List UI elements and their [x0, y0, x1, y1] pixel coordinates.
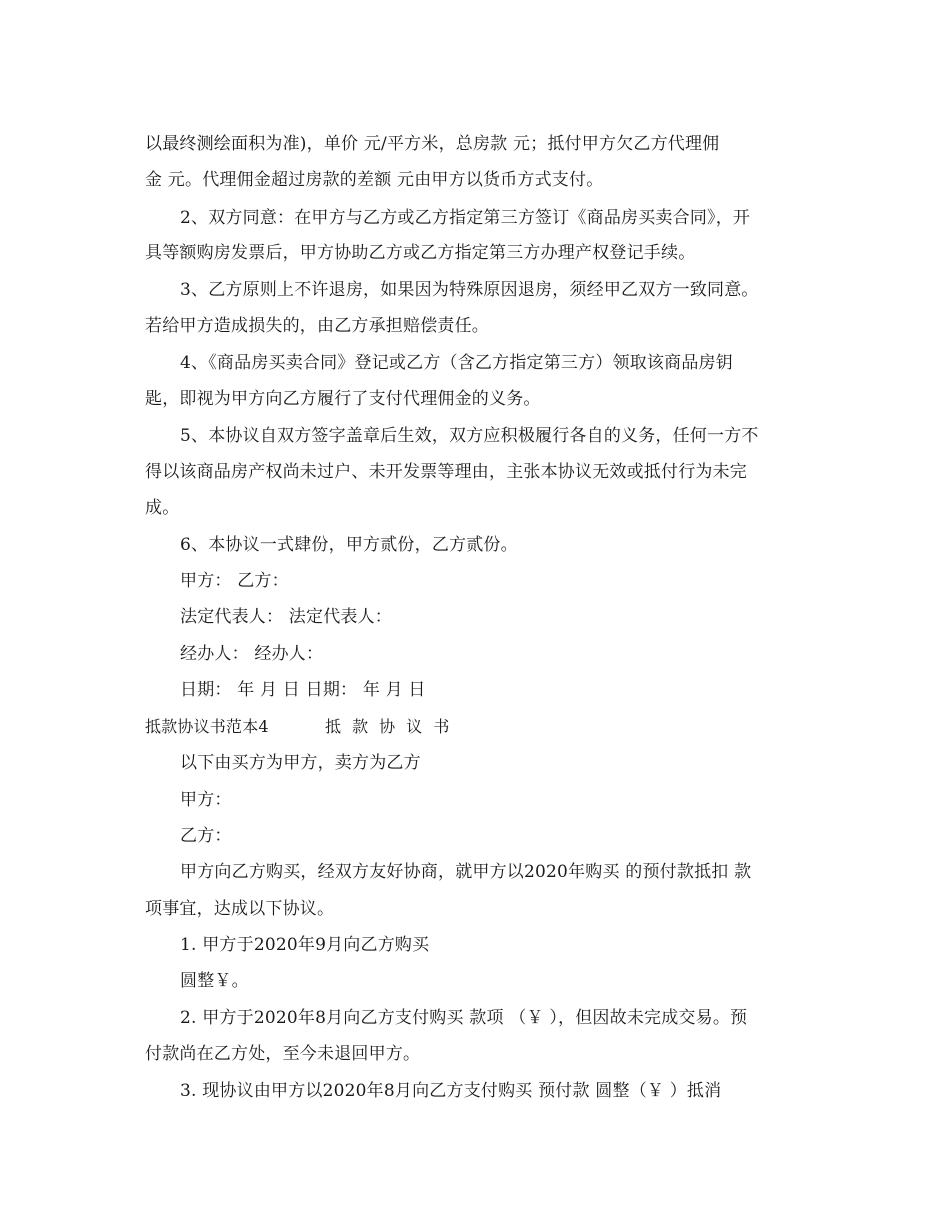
- text-line: 3、乙方原则上不许退房，如果因为特殊原因退房，须经甲乙双方一致同意。: [180, 280, 759, 300]
- clause-1: 1. 甲方于2020年9月向乙方购买: [180, 935, 430, 955]
- text-line: 若给甲方造成损失的，由乙方承担赔偿责任。: [145, 316, 489, 336]
- signature-line-party: 甲方： 乙方：: [180, 571, 289, 591]
- signature-line-date: 日期： 年 月 日 日期： 年 月 日: [180, 680, 426, 700]
- clause-3: 3. 现协议由甲方以2020年8月向乙方支付购买 预付款 圆整（￥ ）抵消: [180, 1081, 722, 1101]
- text-line: 4、《商品房买卖合同》登记或乙方（含乙方指定第三方）领取该商品房钥: [180, 353, 733, 373]
- text-line: 具等额购房发票后，甲方协助乙方或乙方指定第三方办理产权登记手续。: [145, 243, 696, 263]
- text-line: 圆整￥。: [180, 971, 249, 991]
- text-line: 5、本协议自双方签字盖章后生效，双方应积极履行各自的义务，任何一方不: [180, 426, 759, 446]
- party-a-field: 甲方：: [180, 790, 232, 810]
- text-line: 成。: [145, 498, 180, 518]
- text-line: 匙，即视为甲方向乙方履行了支付代理佣金的义务。: [145, 389, 541, 409]
- clause-2: 2. 甲方于2020年8月向乙方支付购买 款项 （￥ ），但因故未完成交易。预: [180, 1008, 748, 1028]
- text-line: 得以该商品房产权尚未过户、未开发票等理由，主张本协议无效或抵付行为未完: [145, 462, 747, 482]
- text-line: 金 元。代理佣金超过房款的差额 元由甲方以货币方式支付。: [145, 170, 604, 190]
- party-b-field: 乙方：: [180, 826, 232, 846]
- text-line: 6、本协议一式肆份，甲方贰份，乙方贰份。: [180, 535, 518, 555]
- text-line: 甲方向乙方购买，经双方友好协商，就甲方以2020年购买 的预付款抵扣 款: [180, 862, 752, 882]
- text-line: 2、双方同意：在甲方与乙方或乙方指定第三方签订《商品房买卖合同》，开: [180, 208, 751, 228]
- text-line: 项事宜，达成以下协议。: [145, 899, 335, 919]
- signature-line-representative: 法定代表人： 法定代表人：: [180, 607, 393, 627]
- text-line: 以最终测绘面积为准)，单价 元/平方米，总房款 元；抵付甲方欠乙方代理佣: [145, 134, 720, 154]
- section-heading: 抵款协议书范本4: [145, 717, 269, 736]
- text-line: 付款尚在乙方处，至今未退回甲方。: [145, 1044, 421, 1064]
- text-line: 以下由买方为甲方，卖方为乙方: [180, 753, 421, 773]
- document-title: 抵 款 协 议 书: [325, 717, 453, 736]
- signature-line-agent: 经办人： 经办人：: [180, 644, 324, 664]
